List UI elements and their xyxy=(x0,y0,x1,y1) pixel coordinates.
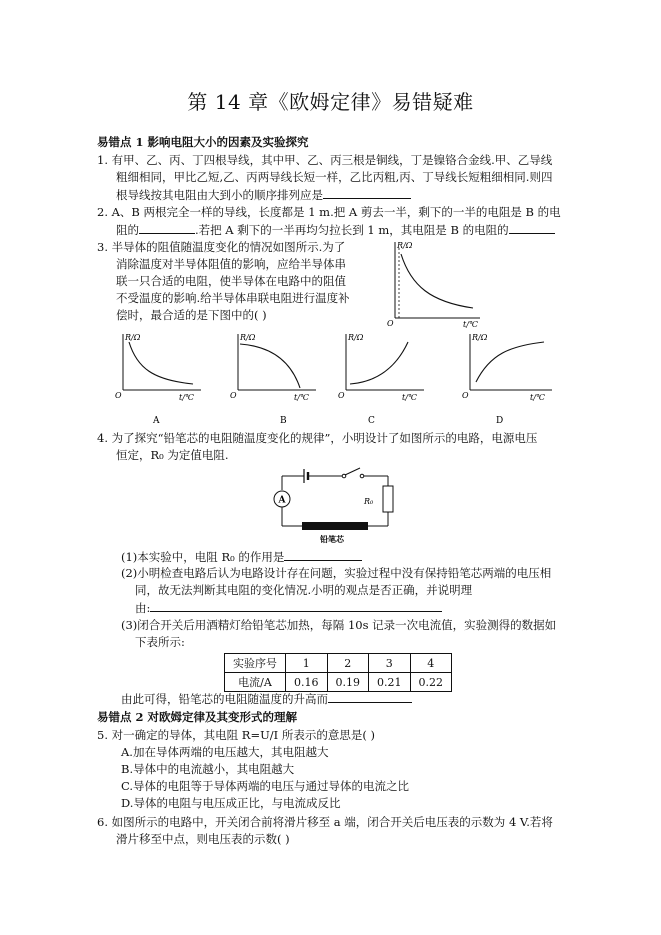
page-title: 第 14 章《欧姆定律》易错疑难 xyxy=(187,90,474,114)
table-cell: 0.16 xyxy=(286,673,328,692)
switch-lever xyxy=(345,468,360,475)
origin-label: O xyxy=(338,391,345,400)
option-b-label: B xyxy=(280,416,287,426)
q4-line-2: 恒定，R₀ 为定值电阻. xyxy=(116,448,229,462)
current-data-table xyxy=(224,653,452,692)
q1-line-3-text: 根导线按其电阻由大到小的顺序排列应是 xyxy=(116,188,323,202)
q2-line-2 xyxy=(116,221,555,239)
table-header-cell: 电流/A xyxy=(225,673,286,692)
ammeter-label: A xyxy=(278,495,286,506)
origin-label: O xyxy=(462,391,469,400)
q1-line-2: 粗细相同，甲比乙短,乙、丙两导线长短一样，乙比丙粗,丙、丁导线长短粗细相同.则四 xyxy=(116,170,553,184)
q1-line-1: 1. 有甲、乙、丙、丁四根导线，其中甲、乙、丙三根是铜线，丁是镍铬合金线.甲、乙导线 xyxy=(97,153,553,167)
q3-line-2: 消除温度对半导体阻值的影响，应给半导体串 xyxy=(116,257,346,271)
option-graph-c[interactable] xyxy=(336,328,432,428)
table-row xyxy=(225,654,452,673)
option-graph-d[interactable] xyxy=(460,328,560,428)
option-graph-a[interactable] xyxy=(113,328,209,428)
section-heading-1: 易错点 1 影响电阻大小的因素及实验探究 xyxy=(97,135,309,149)
table-cell: 1 xyxy=(286,654,328,673)
q2-line-1: 2. A、B 两根完全一样的导线，长度都是 1 m.把 A 剪去一半，剩下的一半的电阻是 B 的电 xyxy=(97,205,561,219)
section-heading-2: 易错点 2 对欧姆定律及其变形式的理解 xyxy=(97,710,298,724)
r-axis-label: R/Ω xyxy=(125,333,141,342)
t-axis-label: t/℃ xyxy=(402,393,417,402)
t-axis-label: t/℃ xyxy=(179,393,194,402)
answer-blank[interactable] xyxy=(328,690,412,703)
q5-option-a[interactable]: A.加在导体两端的电压越大，其电阻越大 xyxy=(121,745,329,759)
origin-label: O xyxy=(115,391,122,400)
pencil-lead-label: 铅笔芯 xyxy=(320,534,344,544)
option-d-label: D xyxy=(496,416,504,426)
r-axis-label: R/Ω xyxy=(472,333,488,342)
q3-line-1: 3. 半导体的阻值随温度变化的情况如图所示.为了 xyxy=(97,240,346,254)
pencil-lead xyxy=(302,522,368,530)
origin-label: O xyxy=(230,391,237,400)
q4-sub-1-text: (1)本实验中，电阻 R₀ 的作用是 xyxy=(121,550,285,564)
table-cell: 0.22 xyxy=(410,673,452,692)
q1-line-3 xyxy=(116,186,411,204)
q4-conclusion-text: 由此可得，铅笔芯的电阻随温度的升高而 xyxy=(121,692,328,706)
answer-blank[interactable] xyxy=(509,221,555,234)
r-axis-label: R/Ω xyxy=(397,241,413,250)
q5-option-c[interactable]: C.导体的电阻等于导体两端的电压与通过导体的电流之比 xyxy=(121,779,410,793)
curve-decreasing xyxy=(401,254,473,308)
origin-label: O xyxy=(387,319,394,328)
resistor-label: R₀ xyxy=(364,497,374,506)
q2-text-b: .若把 A 剩下的一半再均匀拉长到 1 m，其电阻是 B 的电阻的 xyxy=(195,223,509,237)
q4-sub-2-line-3 xyxy=(135,599,442,617)
table-header-cell: 实验序号 xyxy=(225,654,286,673)
q5-option-b[interactable]: B.导体中的电流越小，其电阻越大 xyxy=(121,762,295,776)
answer-blank[interactable] xyxy=(150,599,442,612)
q4-sub-2-line-1: (2)小明检查电路后认为电路设计存在问题，实验过程中没有保持铅笔芯两端的电压相 xyxy=(121,566,552,580)
table-cell: 2 xyxy=(327,654,369,673)
q5-option-d[interactable]: D.导体的电阻与电压成正比，与电流成反比 xyxy=(121,796,341,810)
answer-blank[interactable] xyxy=(139,221,195,234)
q4-conclusion xyxy=(121,690,412,708)
resistor-r0 xyxy=(383,486,393,512)
table-cell: 0.19 xyxy=(327,673,369,692)
q2-text-a: 阻的 xyxy=(116,223,139,237)
q3-line-3: 联一只合适的电阻，使半导体在电路中的阻值 xyxy=(116,274,346,288)
option-graph-b[interactable] xyxy=(228,328,324,428)
t-axis-label: t/℃ xyxy=(530,393,545,402)
q4-sub-1 xyxy=(121,548,362,566)
q3-main-graph xyxy=(385,236,485,330)
answer-blank[interactable] xyxy=(284,548,362,561)
table-row xyxy=(225,673,452,692)
q4-line-1: 4. 为了探究“铅笔芯的电阻随温度变化的规律”，小明设计了如图所示的电路，电源电压 xyxy=(97,431,538,445)
q3-line-5: 偿时，最合适的是下图中的( ) xyxy=(116,308,267,322)
answer-blank[interactable] xyxy=(323,186,411,199)
table-cell: 4 xyxy=(410,654,452,673)
r-axis-label: R/Ω xyxy=(240,333,256,342)
q5-stem: 5. 对一确定的导体，其电阻 R=U/I 所表示的意思是( ) xyxy=(97,728,375,742)
q4-sub-3-line-2: 下表所示: xyxy=(135,635,185,649)
table-cell: 0.21 xyxy=(369,673,411,692)
r-axis-label: R/Ω xyxy=(348,333,364,342)
table-cell: 3 xyxy=(369,654,411,673)
q4-sub-2-line-2: 同，故无法判断其电阻的变化情况.小明的观点是否正确，并说明理 xyxy=(135,583,473,597)
option-c-label: C xyxy=(368,416,375,426)
q3-line-4: 不受温度的影响.给半导体串联电阻进行温度补 xyxy=(116,291,350,305)
t-axis-label: t/℃ xyxy=(463,320,478,329)
q6-line-2: 滑片移至中点，则电压表的示数( ) xyxy=(116,832,290,846)
q6-line-1: 6. 如图所示的电路中，开关闭合前将滑片移至 a 端，闭合开关后电压表的示数为 4 V.若将 xyxy=(97,815,553,829)
q4-sub-3-line-1: (3)闭合开关后用酒精灯给铅笔芯加热，每隔 10s 记录一次电流值，实验测得的数据如 xyxy=(121,618,557,632)
option-a-label: A xyxy=(153,416,160,426)
q4-sub-2-reason-label: 由: xyxy=(135,601,151,615)
t-axis-label: t/℃ xyxy=(294,393,309,402)
circuit-diagram xyxy=(268,464,408,546)
